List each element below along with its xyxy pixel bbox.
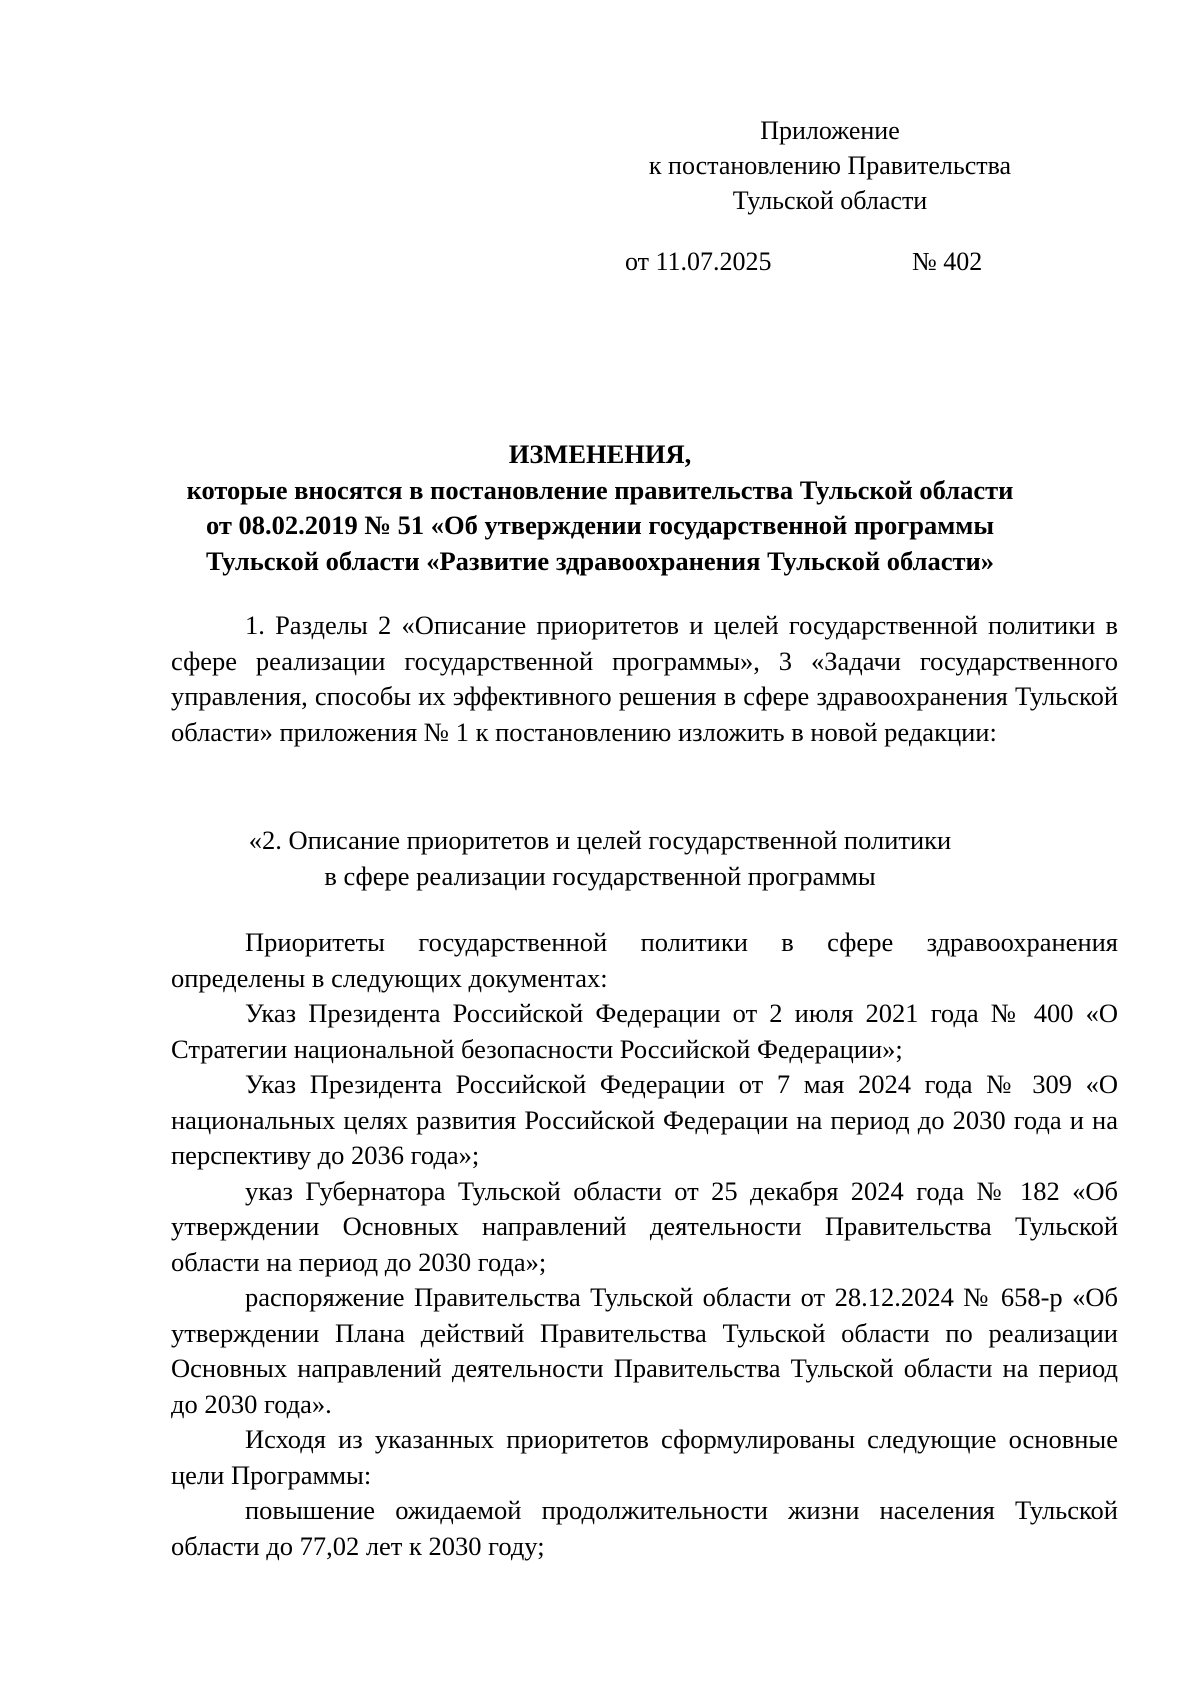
appendix-header bbox=[600, 113, 1060, 218]
paragraph: указ Губернатора Тульской области от 25 декабря 2024 года № 182 «Об утверждении Основных направлений деятельности Правительства Тульской области на период до 2030 года»; bbox=[171, 1175, 1118, 1277]
resolution-number: № 402 bbox=[912, 247, 983, 276]
appendix-reference: к постановлению Правительства bbox=[648, 151, 1012, 180]
section-body bbox=[171, 925, 1118, 1564]
paragraph: повышение ожидаемой продолжительности жизни населения Тульской области до 77,02 лет к 2030 году; bbox=[171, 1495, 1118, 1561]
section-heading-line: в сфере реализации государственной программы bbox=[324, 860, 876, 891]
section-heading-line: «2. Описание приоритетов и целей государственной политики bbox=[248, 825, 952, 855]
paragraph: Указ Президента Российской Федерации от 7 мая 2024 года № 309 «О национальных целях развития Российской Федерации на период до 2030 года и на перспективу до 2036 года»; bbox=[171, 1069, 1118, 1170]
appendix-region: Тульской области bbox=[732, 186, 928, 215]
paragraph: Приоритеты государственной политики в сфере здравоохранения определены в следующих документах: bbox=[171, 927, 1118, 993]
paragraph: распоряжение Правительства Тульской области от 28.12.2024 № 658-р «Об утверждении Плана действий Правительства Тульской области по реализации Основных направлений деятельности Правительства Тульской области на период до 2030 года». bbox=[171, 1282, 1118, 1419]
paragraph: Исходя из указанных приоритетов сформулированы следующие основные цели Программы: bbox=[171, 1424, 1118, 1490]
title-line: от 08.02.2019 № 51 «Об утверждении государственной программы bbox=[205, 510, 995, 540]
document-title bbox=[150, 437, 1050, 579]
title-line: ИЗМЕНЕНИЯ, bbox=[508, 439, 692, 469]
paragraph: Указ Президента Российской Федерации от 2 июля 2021 года № 400 «О Стратегии национальной безопасности Российской Федерации»; bbox=[171, 998, 1118, 1064]
intro-paragraph: 1. Разделы 2 «Описание приоритетов и целей государственной политики в сфере реализации государственной программы», 3 «Задачи государственного управления, способы их эффективного решения в сфере здравоохранения Тульской области» приложения № 1 к постановлению изложить в новой редакции: bbox=[171, 610, 1118, 747]
section-heading bbox=[150, 823, 1050, 894]
resolution-date: от 11.07.2025 bbox=[625, 247, 772, 276]
title-line: которые вносятся в постановление правительства Тульской области bbox=[186, 474, 1014, 505]
intro-section bbox=[171, 608, 1118, 750]
appendix-label: Приложение bbox=[760, 116, 900, 145]
title-line: Тульской области «Развитие здравоохранения Тульской области» bbox=[205, 545, 995, 576]
